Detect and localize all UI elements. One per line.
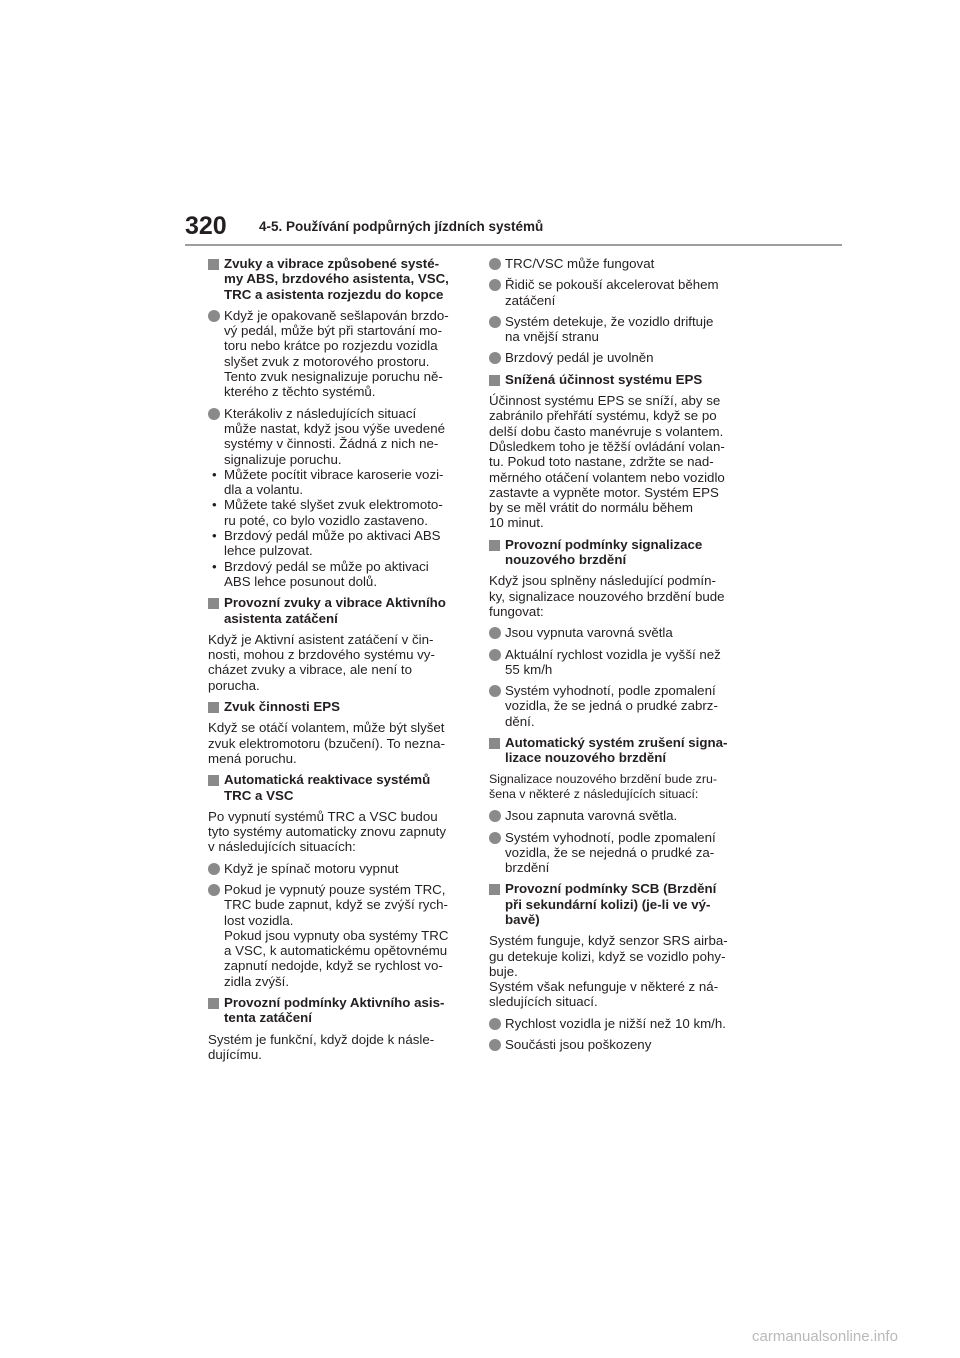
bullet-item xyxy=(489,277,747,308)
bullet-item xyxy=(489,808,747,823)
circle-bullet-icon xyxy=(489,685,501,697)
text-line: Když se otáčí volantem, může být slyšet xyxy=(208,720,445,736)
text-line: Rychlost vozidla je nižší než 10 km/h. xyxy=(505,1015,726,1031)
text-line: systémy v činnosti. Žádná z nich ne- xyxy=(224,436,439,452)
paragraph xyxy=(489,933,747,1009)
text-line: v následujících situacích: xyxy=(208,839,356,855)
text-line: Automatická reaktivace systémů xyxy=(224,772,431,788)
text-line: dla a volantu. xyxy=(224,482,304,498)
text-line: vý pedál, může být při startování mo- xyxy=(224,323,443,339)
square-bullet-icon xyxy=(489,738,500,749)
paragraph xyxy=(208,632,466,693)
text-line: Pokud je vypnutý pouze systém TRC, xyxy=(224,881,446,897)
text-line: tyto systémy automaticky znovu zapnuty xyxy=(208,824,446,840)
header-divider xyxy=(185,244,842,246)
heading xyxy=(208,995,466,1026)
circle-bullet-icon xyxy=(489,832,501,844)
text-line: Řidič se pokouší akcelerovat během xyxy=(505,277,719,293)
text-line: Aktuální rychlost vozidla je vyšší než xyxy=(505,646,721,662)
heading xyxy=(208,256,466,302)
text-line: Důsledkem toho je těžší ovládání volan- xyxy=(489,438,725,454)
bullet-item xyxy=(489,625,747,640)
text-line: při sekundární kolizi) (je-li ve vý- xyxy=(505,896,711,912)
circle-bullet-icon xyxy=(489,316,501,328)
text-line: vozidla, že se jedná o prudké zabrz- xyxy=(505,698,718,714)
sub-bullet-item: • Brzdový pedál může po aktivaci ABS lehce pulzovat. xyxy=(208,528,466,559)
left-column xyxy=(208,256,466,1068)
text-line: zapnutí nedojde, když se rychlost vo- xyxy=(224,958,443,974)
square-bullet-icon xyxy=(208,259,219,270)
text-line: buje. xyxy=(489,963,518,979)
text-line: Součásti jsou poškozeny xyxy=(505,1037,652,1053)
text-line: Když je spínač motoru vypnut xyxy=(224,860,399,876)
bullet-item xyxy=(489,830,747,876)
circle-bullet-icon xyxy=(489,352,501,364)
text-line: tenta zatáčení xyxy=(224,1010,312,1026)
text-line: měrného otáčení volantem nebo vozidlo xyxy=(489,469,725,485)
text-line: TRC a VSC xyxy=(224,787,294,803)
text-line: my ABS, brzdového asistenta, VSC, xyxy=(224,271,449,287)
text-line: nouzového brzdění xyxy=(505,552,627,568)
paragraph xyxy=(208,809,466,855)
bullet-item xyxy=(208,861,466,876)
circle-bullet-icon xyxy=(489,279,501,291)
text-line: dění. xyxy=(505,713,535,729)
text-line: nosti, mohou z brzdového systému vy- xyxy=(208,647,435,663)
text-line: by se měl vrátit do normálu během xyxy=(489,500,693,516)
text-line: zabránilo přehřátí systému, když se po xyxy=(489,408,717,424)
text-line: slyšet zvuk z motorového prostoru. xyxy=(224,353,430,369)
text-line: Pokud jsou vypnuty oba systémy TRC xyxy=(224,927,449,943)
text-line: Provozní zvuky a vibrace Aktivního xyxy=(224,595,446,611)
text-line: gu detekuje kolizi, když se vozidlo pohy- xyxy=(489,948,726,964)
heading xyxy=(208,772,466,803)
text-line: Kterákoliv z následujících situací xyxy=(224,405,417,421)
text-line: lehce pulzovat. xyxy=(224,543,313,559)
text-line: 55 km/h xyxy=(505,661,553,677)
bullet-item xyxy=(489,1037,747,1052)
text-line: na vnější stranu xyxy=(505,329,599,345)
text-line: mená poruchu. xyxy=(208,750,297,766)
text-line: Systém detekuje, že vozidlo driftuje xyxy=(505,313,714,329)
square-bullet-icon xyxy=(489,375,500,386)
paragraph xyxy=(489,393,747,531)
sub-bullet-item: • Brzdový pedál se může po aktivaci ABS lehce posunout dolů. xyxy=(208,559,466,590)
text-line: Brzdový pedál může po aktivaci ABS xyxy=(224,528,441,544)
text-line: Tento zvuk nesignalizuje poruchu ně- xyxy=(224,369,443,385)
text-line: ky, signalizace nouzového brzdění bude xyxy=(489,588,725,604)
text-line: Systém však nefunguje v některé z ná- xyxy=(489,979,719,995)
text-line: lost vozidla. xyxy=(224,912,294,928)
sub-bullet-item: • Můžete pocítit vibrace karoserie vozi- dla a volantu. xyxy=(208,467,466,498)
square-bullet-icon xyxy=(489,884,500,895)
circle-bullet-icon xyxy=(208,863,220,875)
text-line: Provozní podmínky signalizace xyxy=(505,536,703,552)
section-title: 4-5. Používání podpůrných jízdních systémů xyxy=(259,219,544,234)
circle-bullet-icon xyxy=(489,1018,501,1030)
text-line: zidla zvýší. xyxy=(224,973,290,989)
text-line: TRC/VSC může fungovat xyxy=(505,256,655,271)
paragraph xyxy=(489,772,747,803)
heading xyxy=(489,372,747,387)
bullet-item xyxy=(208,406,466,467)
text-line: sledujících situací. xyxy=(489,994,598,1010)
square-bullet-icon xyxy=(208,998,219,1009)
text-line: Můžete pocítit vibrace karoserie vozi- xyxy=(224,466,444,482)
text-line: Brzdový pedál se může po aktivaci xyxy=(224,558,429,574)
paragraph xyxy=(208,720,466,766)
text-line: cházet zvuky a vibrace, ale není to xyxy=(208,662,412,678)
text-line: ABS lehce posunout dolů. xyxy=(224,573,378,589)
text-line: šena v některé z následujících situací: xyxy=(489,786,699,801)
heading xyxy=(208,699,466,714)
text-line: zatáčení xyxy=(505,292,556,308)
square-bullet-icon xyxy=(489,540,500,551)
bullet-item xyxy=(489,647,747,678)
heading xyxy=(489,537,747,568)
circle-bullet-icon xyxy=(489,627,501,639)
paragraph xyxy=(489,573,747,619)
bullet-item xyxy=(489,1016,747,1031)
text-line: toru nebo krátce po rozjezdu vozidla xyxy=(224,338,438,354)
paragraph xyxy=(208,1032,466,1063)
text-line: Systém vyhodnotí, podle zpomalení xyxy=(505,683,716,699)
text-line: TRC a asistenta rozjezdu do kopce xyxy=(224,286,444,302)
text-line: Když je Aktivní asistent zatáčení v čin- xyxy=(208,631,434,647)
bullet-item xyxy=(489,350,747,365)
text-line: asistenta zatáčení xyxy=(224,610,338,626)
circle-bullet-icon xyxy=(489,649,501,661)
text-line: kterého z těchto systémů. xyxy=(224,384,376,400)
text-line: zvuk elektromotoru (bzučení). To nezna- xyxy=(208,735,445,751)
text-line: Jsou vypnuta varovná světla xyxy=(505,625,673,641)
text-line: bavě) xyxy=(505,911,540,927)
heading xyxy=(208,595,466,626)
text-line: může nastat, když jsou výše uvedené xyxy=(224,420,445,436)
text-line: Zvuk činnosti EPS xyxy=(224,699,341,715)
watermark: carmanualsonline.info xyxy=(752,1328,898,1345)
text-line: Automatický systém zrušení signa- xyxy=(505,735,728,751)
text-line: a VSC, k automatickému opětovnému xyxy=(224,943,448,959)
page-number: 320 xyxy=(185,212,227,240)
text-line: zastavte a vypněte motor. Systém EPS xyxy=(489,484,719,500)
text-line: Jsou zapnuta varovná světla. xyxy=(505,808,678,824)
page-header xyxy=(185,212,835,252)
text-line: Provozní podmínky SCB (Brzdění xyxy=(505,881,717,897)
text-line: Snížená účinnost systému EPS xyxy=(505,371,703,387)
text-line: TRC bude zapnut, když se zvýší rych- xyxy=(224,897,448,913)
bullet-item xyxy=(489,683,747,729)
text-line: Účinnost systému EPS se sníží, aby se xyxy=(489,393,721,409)
heading xyxy=(489,735,747,766)
circle-bullet-icon xyxy=(489,810,501,822)
square-bullet-icon xyxy=(208,702,219,713)
text-line: ru poté, co bylo vozidlo zastaveno. xyxy=(224,512,429,528)
circle-bullet-icon xyxy=(489,258,501,270)
text-line: Když jsou splněny následující podmín- xyxy=(489,573,716,589)
text-line: Systém je funkční, když dojde k násle- xyxy=(208,1031,435,1047)
right-column xyxy=(489,256,747,1058)
text-line: Když je opakovaně sešlapován brzdo- xyxy=(224,307,449,323)
bullet-item xyxy=(208,882,466,989)
text-line: brzdění xyxy=(505,860,550,876)
bullet-item xyxy=(489,314,747,345)
text-line: porucha. xyxy=(208,677,260,693)
circle-bullet-icon xyxy=(208,884,220,896)
text-line: Brzdový pedál je uvolněn xyxy=(505,350,654,366)
text-line: signalizuje poruchu. xyxy=(224,451,342,467)
text-line: Systém vyhodnotí, podle zpomalení xyxy=(505,829,716,845)
text-line: Systém funguje, když senzor SRS airba- xyxy=(489,933,728,949)
square-bullet-icon xyxy=(208,775,219,786)
text-line: dujícímu. xyxy=(208,1046,262,1062)
bullet-item xyxy=(208,308,466,400)
text-line: delší dobu často manévruje s volantem. xyxy=(489,423,724,439)
text-line: vozidla, že se nejedná o prudké za- xyxy=(505,844,715,860)
text-line: Provozní podmínky Aktivního asis- xyxy=(224,995,445,1011)
square-bullet-icon xyxy=(208,598,219,609)
text-line: 10 minut. xyxy=(489,515,544,531)
text-line: fungovat: xyxy=(489,603,544,619)
heading xyxy=(489,881,747,927)
text-line: lizace nouzového brzdění xyxy=(505,750,667,766)
text-line: Signalizace nouzového brzdění bude zru- xyxy=(489,771,717,786)
circle-bullet-icon xyxy=(489,1039,501,1051)
circle-bullet-icon xyxy=(208,408,220,420)
sub-bullet-item: • Můžete také slyšet zvuk elektromoto- ru poté, co bylo vozidlo zastaveno. xyxy=(208,497,466,528)
text-line: Můžete také slyšet zvuk elektromoto- xyxy=(224,497,443,513)
bullet-item xyxy=(489,256,747,271)
text-line: tu. Pokud toto nastane, zdržte se nad- xyxy=(489,454,714,470)
text-line: Po vypnutí systémů TRC a VSC budou xyxy=(208,808,438,824)
circle-bullet-icon xyxy=(208,310,220,322)
text-line: Zvuky a vibrace způsobené systé- xyxy=(224,256,440,271)
